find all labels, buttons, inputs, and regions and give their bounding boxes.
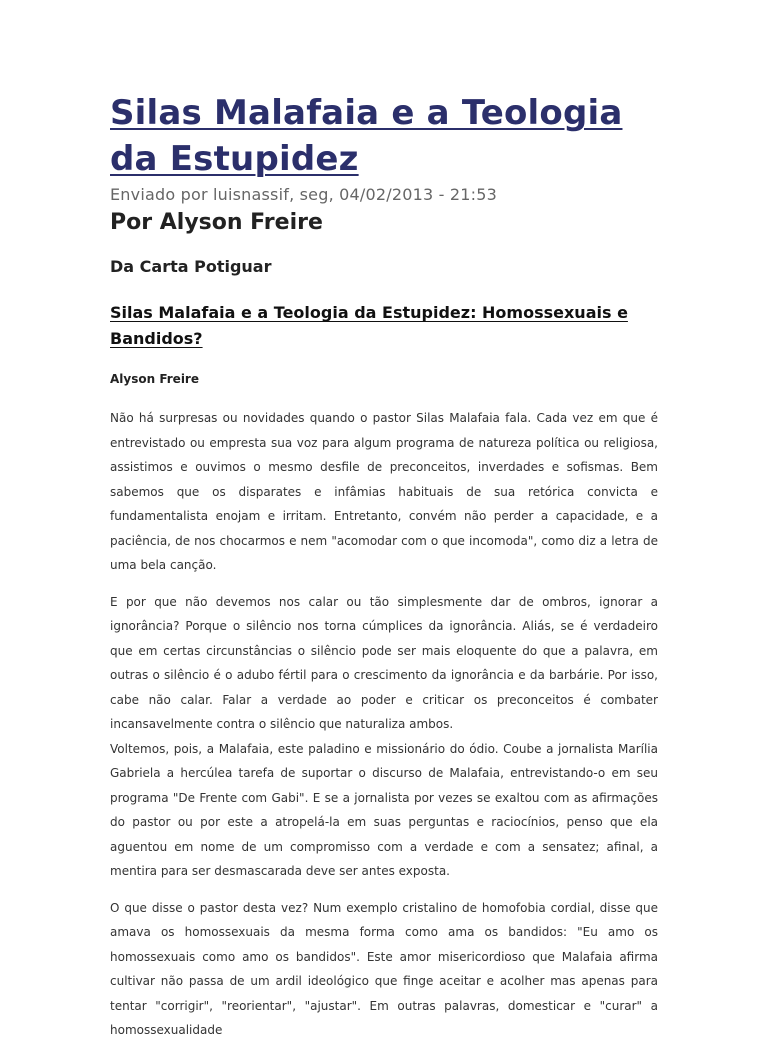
- author-heading: Por Alyson Freire: [110, 210, 323, 235]
- article-author: Alyson Freire: [110, 372, 199, 386]
- paragraph-2: E por que não devemos nos calar ou tão simplesmente dar de ombros, ignorar a ignorância? Porque o silêncio nos torna cúmplices da ignorância. Aliás, se é verdadeiro que em certas circunstâncias o silêncio pode ser mais eloquente do que a palavra, em outras o silêncio é o adubo fértil para o crescimento da ignorância e da barbárie. Por isso, cabe não calar. Falar a verdade ao poder e criticar os preconceitos é combater incansavelmente contra o silêncio que naturaliza ambos.: [110, 594, 658, 731]
- paragraph-4: O que disse o pastor desta vez? Num exemplo cristalino de homofobia cordial, disse que amava os homossexuais da mesma forma como ama os bandidos: "Eu amo os homossexuais como amo os bandidos". Este amor misericordioso que Malafaia afirma cultivar não passa de um ardil ideológico que finge aceitar e acolher mas apenas para tentar "corrigir", "reorientar", "ajustar". Em outras palavras, domesticar e "curar" a homossexualidade: [110, 900, 658, 1037]
- paragraph-1: Não há surpresas ou novidades quando o pastor Silas Malafaia fala. Cada vez em que é entrevistado ou empresta sua voz para algum programa de natureza política ou religiosa, assistimos e ouvimos o mesmo desfile de preconceitos, inverdades e sofismas. Bem sabemos que os disparates e infâmias habituais de sua retórica convicta e fundamentalista enojam e irritam. Entretanto, convém não perder a capacidade, e a paciência, de nos chocarmos e nem "acomodar com o que incomoda", como diz a letra de uma bela canção.: [110, 411, 658, 572]
- article-body: [110, 90, 658, 1043]
- paragraph-3: Voltemos, pois, a Malafaia, este paladino e missionário do ódio. Coube a jornalista Marília Gabriela a hercúlea tarefa de suportar o discurso de Malafaia, entrevistando-o em seu programa "De Frente com Gabi". E se a jornalista por vezes se exaltou com as afirmações do pastor ou por este a atropelá-la em suas perguntas e raciocínios, penso que ela aguentou em nome de um compromisso com a verdade e com a sensatez; afinal, a mentira para ser desmascarada deve ser antes exposta.: [110, 741, 658, 878]
- article-subtitle: Silas Malafaia e a Teologia da Estupidez: Homossexuais e Bandidos?: [110, 303, 628, 348]
- source-label: Da Carta Potiguar: [110, 257, 272, 276]
- article-title[interactable]: Silas Malafaia e a Teologia da Estupidez: [110, 93, 623, 179]
- article-byline: Enviado por luisnassif, seg, 04/02/2013 - 21:53: [110, 185, 498, 204]
